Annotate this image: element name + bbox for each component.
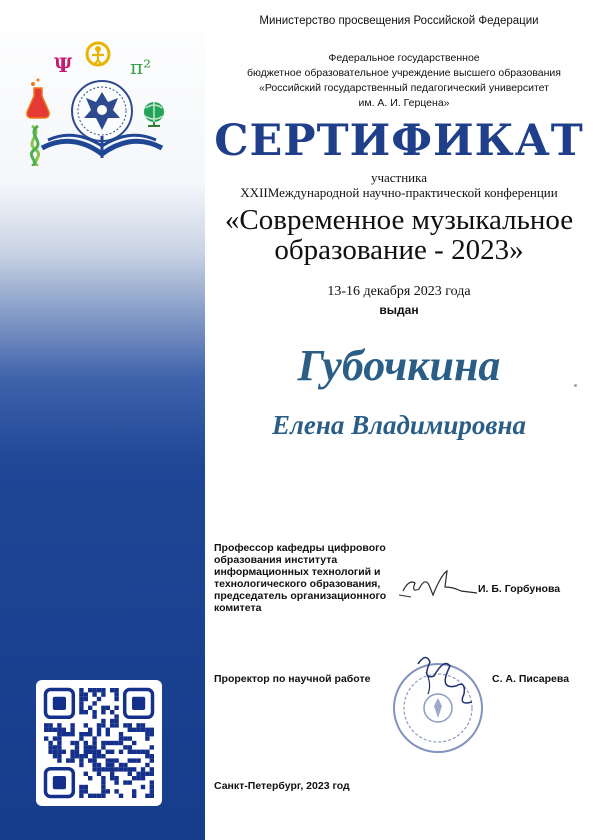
official-seal: [368, 650, 498, 755]
signatory-1-role-line: образования института: [214, 554, 338, 566]
recipient-name: Елена Владимировна: [272, 410, 526, 440]
qr-finder-pattern: [46, 769, 74, 797]
university-emblem-icon: [72, 81, 132, 141]
conference-title-line-1: «Современное музыкальное: [224, 204, 574, 236]
institution-line-1: Федеральное государственное: [328, 52, 480, 64]
institution-name: [215, 51, 593, 111]
institution-line-2: бюджетное образовательное учреждение высшего образования: [247, 67, 561, 79]
qr-finder-pattern: [125, 690, 153, 718]
signature-1: [395, 565, 480, 605]
psi-symbol-icon: [54, 53, 73, 77]
university-logo: [22, 36, 182, 166]
open-book-icon: [42, 135, 162, 158]
participant-label: участника: [370, 170, 428, 185]
flask-icon: [27, 79, 49, 119]
signatory-1-role-line: председатель организационного: [214, 590, 387, 602]
signatory-1-role-line: комитета: [214, 602, 262, 614]
certificate-title: СЕРТИФИКАТ: [214, 116, 584, 166]
qr-code[interactable]: [36, 680, 162, 806]
institution-line-4: им. А. И. Герцена»: [358, 97, 450, 109]
qr-finder-pattern: [46, 690, 74, 718]
ministry-name: Министерство просвещения Российской Федерации: [259, 15, 539, 27]
dna-icon: [31, 126, 38, 166]
signatory-2-role: Проректор по научной работе: [214, 673, 371, 685]
signatory-1-role: [214, 542, 389, 614]
pi-squared-icon: [130, 55, 151, 79]
psi-symbol: Ψ: [54, 53, 73, 77]
person-icon: [87, 43, 109, 65]
conference-title: [200, 205, 593, 265]
decorative-dot: [574, 384, 577, 387]
signatory-2-name: С. А. Писарева: [492, 673, 570, 685]
pi-symbol: π²: [130, 55, 152, 79]
conference-title-line-2: образование - 2023»: [274, 234, 524, 266]
conference-description: XXIIМеждународной научно-практической конференции: [240, 185, 558, 200]
signatory-1-name: И. Б. Горбунова: [478, 583, 561, 595]
globe-icon: [144, 102, 164, 126]
signatory-1-role-line: технологического образования,: [214, 578, 381, 590]
issued-label: выдан: [379, 303, 419, 317]
conference-dates: 13-16 декабря 2023 года: [327, 284, 471, 299]
signatory-1-role-line: информационных технологий и: [214, 566, 381, 578]
signatory-1-role-line: Профессор кафедры цифрового: [214, 542, 386, 554]
institution-line-3: «Российский государственный педагогический университет: [259, 82, 549, 94]
city-year: Санкт-Петербург, 2023 год: [214, 780, 350, 792]
recipient-surname: Губочкина: [297, 341, 501, 390]
qr-code-pattern: [36, 680, 162, 806]
